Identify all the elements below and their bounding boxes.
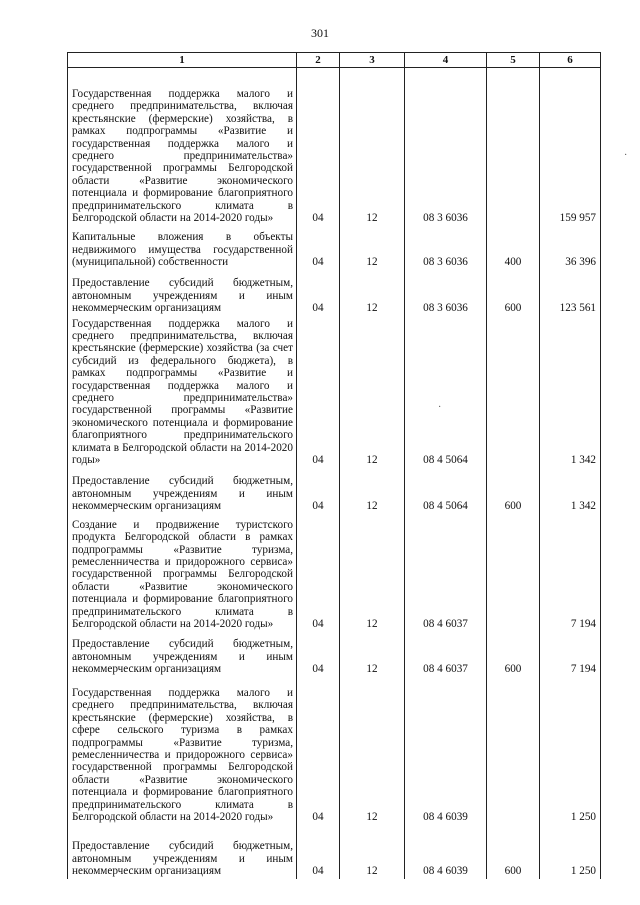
cell-subsection: 12 <box>340 317 405 469</box>
table-row <box>68 514 601 632</box>
table-row <box>68 68 601 227</box>
cell-expense-type: 600 <box>487 632 540 677</box>
scan-speck: · <box>438 402 442 413</box>
cell-subsection: 12 <box>340 825 405 879</box>
header-col-3: 3 <box>340 53 405 68</box>
header-col-5: 5 <box>487 53 540 68</box>
cell-subsection: 12 <box>340 514 405 632</box>
cell-section: 04 <box>297 227 340 271</box>
cell-subsection: 12 <box>340 227 405 271</box>
header-col-1: 1 <box>68 53 297 68</box>
cell-name: Государственная поддержка малого и среднего предпринимательства, включая крестьянские (фермерские) хозяйства, в рамках подпрограммы «Развитие и государственная поддержка малого и среднего предпринимательства» государственной программы Белгородской области «Развитие экономического потенциала и формирование благоприятного предпринимательского климата в Белгородской области на 2014-2020 годы» <box>68 68 297 227</box>
cell-section: 04 <box>297 677 340 825</box>
table-row <box>68 271 601 317</box>
cell-expense-type: 400 <box>487 227 540 271</box>
cell-target-article: 08 4 6037 <box>405 514 487 632</box>
cell-amount: 7 194 <box>540 632 601 677</box>
table-row <box>68 227 601 271</box>
cell-section: 04 <box>297 468 340 514</box>
cell-name: Государственная поддержка малого и среднего предпринимательства, включая крестьянские (фермерские) хозяйства (за счет субсидий из федерального бюджета), в рамках подпрограммы «Развитие и государственная поддержка малого и среднего предпринимательства» государственной программы «Развитие экономического потенциала и формирование благоприятного предпринимательского климата в Белгородской области на 2014-2020 годы» <box>68 317 297 469</box>
cell-subsection: 12 <box>340 468 405 514</box>
cell-target-article: 08 3 6036 <box>405 68 487 227</box>
cell-amount: 1 342 <box>540 317 601 469</box>
cell-name: Капитальные вложения в объекты недвижимого имущества государственной (муниципальной) собственности <box>68 227 297 271</box>
cell-amount: 1 250 <box>540 825 601 879</box>
cell-name: Предоставление субсидий бюджетным, автономным учреждениям и иным некоммерческим организациям <box>68 632 297 677</box>
cell-name: Создание и продвижение туристского продукта Белгородской области в рамках подпрограммы «Развитие туризма, ремесленничества и придорожного сервиса» государственной программы Белгородской области «Развитие экономического потенциала и формирование благоприятного предпринимательского климата в Белгородской области на 2014-2020 годы» <box>68 514 297 632</box>
cell-target-article: 08 4 5064 <box>405 317 487 469</box>
cell-expense-type: 600 <box>487 271 540 317</box>
cell-subsection: 12 <box>340 68 405 227</box>
cell-amount: 1 342 <box>540 468 601 514</box>
cell-subsection: 12 <box>340 271 405 317</box>
table-row <box>68 468 601 514</box>
cell-subsection: 12 <box>340 632 405 677</box>
table-row <box>68 317 601 469</box>
cell-name: Предоставление субсидий бюджетным, автономным учреждениям и иным некоммерческим организациям <box>68 825 297 879</box>
cell-amount: 7 194 <box>540 514 601 632</box>
cell-name: Государственная поддержка малого и среднего предпринимательства, включая крестьянские (фермерские) хозяйства, в сфере сельского туризма в рамках подпрограммы «Развитие туризма, ремесленничества и придорожного сервиса» государственной программы Белгородской области «Развитие экономического потенциала и формирование благоприятного предпринимательского климата в Белгородской области на 2014-2020 годы» <box>68 677 297 825</box>
cell-expense-type: 600 <box>487 468 540 514</box>
cell-target-article: 08 4 6039 <box>405 677 487 825</box>
scan-speck: · <box>624 150 628 161</box>
table-row <box>68 825 601 879</box>
cell-target-article: 08 4 5064 <box>405 468 487 514</box>
cell-amount: 123 561 <box>540 271 601 317</box>
cell-amount: 1 250 <box>540 677 601 825</box>
cell-expense-type <box>487 68 540 227</box>
budget-table <box>67 52 601 879</box>
cell-section: 04 <box>297 317 340 469</box>
cell-expense-type <box>487 317 540 469</box>
table-row <box>68 677 601 825</box>
header-col-6: 6 <box>540 53 601 68</box>
header-col-4: 4 <box>405 53 487 68</box>
cell-amount: 159 957 <box>540 68 601 227</box>
table-row <box>68 632 601 677</box>
cell-section: 04 <box>297 514 340 632</box>
header-row <box>68 53 601 68</box>
cell-expense-type <box>487 514 540 632</box>
cell-target-article: 08 4 6039 <box>405 825 487 879</box>
cell-name: Предоставление субсидий бюджетным, автономным учреждениям и иным некоммерческим организациям <box>68 468 297 514</box>
cell-expense-type: 600 <box>487 825 540 879</box>
cell-name: Предоставление субсидий бюджетным, автономным учреждениям и иным некоммерческим организациям <box>68 271 297 317</box>
cell-section: 04 <box>297 825 340 879</box>
page-number: 301 <box>311 26 329 40</box>
cell-target-article: 08 3 6036 <box>405 227 487 271</box>
cell-subsection: 12 <box>340 677 405 825</box>
cell-amount: 36 396 <box>540 227 601 271</box>
cell-target-article: 08 3 6036 <box>405 271 487 317</box>
cell-section: 04 <box>297 271 340 317</box>
cell-target-article: 08 4 6037 <box>405 632 487 677</box>
header-col-2: 2 <box>297 53 340 68</box>
cell-expense-type <box>487 677 540 825</box>
cell-section: 04 <box>297 68 340 227</box>
cell-section: 04 <box>297 632 340 677</box>
